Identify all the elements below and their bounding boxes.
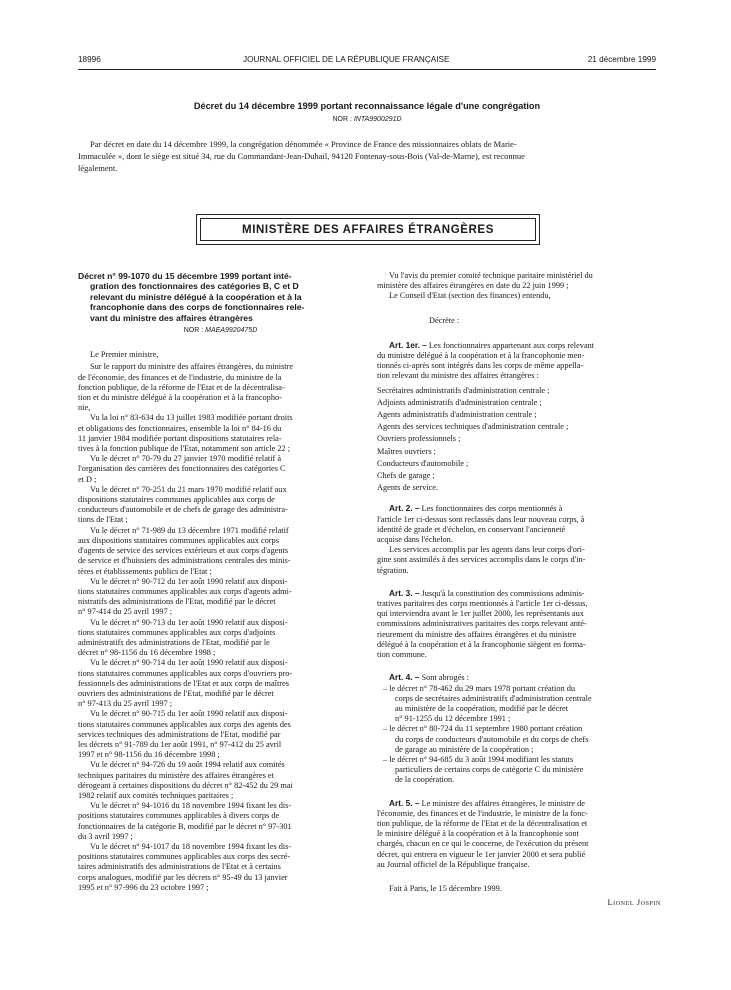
- paragraph-line: de service et d'huissiers des administrations centrales des minis-: [78, 556, 291, 566]
- paragraph-line: Sur le rapport du ministre des affaires étrangères, du ministre: [90, 362, 294, 372]
- repealed-item-line: – le décret n° 80-724 du 11 septembre 1980 portant création: [383, 724, 583, 734]
- paragraph-line: positions statutaires communes applicables à divers corps de: [78, 811, 280, 821]
- signature: Lionel Jospin: [607, 898, 661, 908]
- repealed-item-line: de garage au ministère de la coopération ;: [395, 744, 534, 754]
- paragraph-line: tions statutaires communes applicables aux corps d'adjoints: [78, 627, 276, 637]
- repealed-item-line: du corps de conducteurs d'automobile et du corps de chefs: [395, 734, 589, 744]
- paragraph-line: tions statutaires communes applicables aux corps d'agents admi-: [78, 586, 292, 596]
- running-header: [78, 55, 656, 67]
- paragraph-line: Vu le décret n° 71-989 du 13 décembre 1971 modifié relatif: [90, 525, 289, 535]
- paragraph-line: 11 janvier 1984 modifiée portant dispositions statutaires rela-: [78, 433, 282, 443]
- paragraph-line: du ministre délégué à la coopération et à la francophonie men-: [377, 351, 585, 361]
- corps-list-item: Agents de service.: [377, 483, 439, 493]
- header-rule: [78, 69, 656, 70]
- paragraph-line: Vu la loi n° 83-634 du 13 juillet 1983 modifiée portant droits: [90, 413, 293, 423]
- art3-first-line: [377, 588, 665, 599]
- journal-title: JOURNAL OFFICIEL DE LA RÉPUBLIQUE FRANÇAISE: [243, 55, 450, 64]
- page-number: 18996: [78, 55, 101, 64]
- repealed-item-line: – le décret n° 94-685 du 3 août 1994 modifiant les statuts: [383, 754, 574, 764]
- paragraph-line: tions statutaires communes applicables aux corps d'ouvriers pro-: [78, 668, 293, 678]
- ministry-box: [196, 214, 540, 245]
- art5-text: Le ministre des affaires étrangères, le ministre de: [421, 798, 585, 808]
- paragraph-line: dérogeant à certaines dispositions du décret n° 82-452 du 29 mai: [78, 780, 293, 790]
- art4-text: Sont abrogés :: [421, 673, 469, 683]
- paragraph-line: Vu le décret n° 70-79 du 27 janvier 1970 modifié relatif à: [90, 454, 282, 464]
- paragraph-line: tions de l'Etat ;: [78, 515, 128, 525]
- paragraph-line: Vu le décret n° 70-251 du 21 mars 1970 modifié relatif aux: [90, 484, 287, 494]
- done-at: Fait à Paris, le 15 décembre 1999.: [389, 883, 502, 893]
- paragraph-line: n° 97-413 du 25 avril 1997 ;: [78, 699, 173, 709]
- paragraph-line: les décrets n° 91-789 du 1er août 1991, n° 97-412 du 25 avril: [78, 739, 282, 749]
- decree1-title: Décret du 14 décembre 1999 portant reconnaissance légale d'une congrégation: [193, 101, 541, 111]
- paragraph-line: positions statutaires communes applicables aux corps des secré-: [78, 852, 291, 862]
- issue-date: 21 décembre 1999: [587, 55, 656, 64]
- repealed-item-line: corps de secrétaires administratifs d'administration centrale: [395, 693, 592, 703]
- paragraph-line: l'article 1er ci-dessus sont reclassés dans leur nouveau corps, à: [377, 514, 585, 524]
- decree2-title-line: Décret n° 99-1070 du 15 décembre 1999 portant inté-: [78, 271, 292, 281]
- paragraph-line: fonction publique, de la réforme de l'Etat et de la décentralisa-: [78, 382, 285, 392]
- paragraph-line: dispositions statutaires communes applicables aux corps de: [78, 495, 275, 505]
- paragraph-line: Vu le décret n° 90-713 du 1er août 1990 relatif aux disposi-: [90, 617, 288, 627]
- paragraph-line: acquise dans l'échelon.: [377, 535, 453, 545]
- corps-list-item: Agents administratifs d'administration centrale ;: [377, 410, 537, 420]
- paragraph-line: Vu le décret n° 90-712 du 1er août 1990 relatif aux disposi-: [90, 576, 288, 586]
- decree1-body-line: légalement.: [78, 163, 118, 173]
- paragraph-line: au Journal officiel de la République française.: [377, 859, 530, 869]
- paragraph-line: du 3 avril 1997 ;: [78, 831, 133, 841]
- art3-text: Jusqu'à la constitution des commissions adminis-: [421, 588, 585, 598]
- paragraph-line: décret n° 98-1156 du 16 décembre 1998 ;: [78, 648, 216, 658]
- repealed-item-line: – le décret n° 78-462 du 29 mars 1978 portant création du: [383, 683, 576, 693]
- paragraph-line: Vu l'avis du premier comité technique paritaire ministériel du: [389, 271, 593, 280]
- paragraph-line: Vu le décret n° 90-715 du 1er août 1990 relatif aux disposi-: [90, 709, 288, 719]
- paragraph-line: ministère des affaires étrangères en date du 22 juin 1999 ;: [377, 281, 569, 291]
- paragraph-line: Vu le décret n° 94-1017 du 18 novembre 1994 fixant les dis-: [90, 841, 292, 851]
- paragraph-line: Vu le décret n° 94-726 du 19 août 1994 relatif aux comités: [90, 760, 285, 770]
- paragraph-line: tratives paritaires des corps mentionnés à l'article 1er ci-dessus,: [377, 599, 588, 609]
- corps-list-item: Maîtres ouvriers ;: [377, 446, 436, 456]
- decree2-title-line: gration des fonctionnaires des catégories B, C et D: [90, 281, 299, 292]
- art3-label: Art. 3. –: [389, 587, 420, 598]
- repealed-item-line: au ministère de la coopération, modifié par le décret: [395, 703, 569, 713]
- corps-list-item: Secrétaires administratifs d'administration centrale ;: [377, 385, 550, 395]
- decree2-title-line: vant du ministre des affaires étrangères: [90, 312, 253, 323]
- paragraph-line: d'agents de service des services extérieurs et aux corps d'agents: [78, 546, 289, 556]
- paragraph-line: identité de grade et d'échelon, en conservant l'ancienneté: [377, 524, 566, 534]
- decree2-title-line: francophonie dans des corps de fonctionnaires rele-: [90, 302, 305, 313]
- paragraph-line: tion relevant du ministre des affaires étrangères :: [377, 371, 539, 381]
- repealed-item-line: de la coopération.: [395, 775, 455, 785]
- paragraph-line: Le Conseil d'Etat (section des finances) entendu,: [389, 291, 551, 301]
- paragraph-line: ouvriers des administrations de l'Etat, modifié par le décret: [78, 688, 274, 698]
- decree1-body: [78, 138, 656, 174]
- paragraph-line: Le Premier ministre,: [90, 350, 159, 360]
- paragraph-line: le ministre délégué à la coopération et à la francophonie sont: [377, 829, 579, 839]
- decree1-body-line: Immaculée », dont le siège est situé 34, rue du Commandant-Jean-Duhail, 94120 Fontenay-sous-Bois (Val-de-Marne), est reconnue: [78, 151, 525, 161]
- paragraph-line: administratifs des administrations de l'Etat, modifié par le: [78, 637, 270, 647]
- art1-label: Art. 1er. –: [389, 339, 427, 350]
- paragraph-line: et D ;: [78, 474, 97, 484]
- paragraph-line: qui interviendra avant le 1er juillet 2000, les représentants aux: [377, 609, 584, 619]
- paragraph-line: fessionnels des administrations de l'Etat et aux corps de maîtres: [78, 678, 289, 688]
- decree2-title-line: relevant du ministre délégué à la coopération et à la: [90, 291, 302, 302]
- paragraph-line: l'économie, des finances et de l'industrie, le ministre de la fonc-: [377, 808, 588, 818]
- paragraph-line: 1982 relatif aux comités techniques paritaires ;: [78, 790, 234, 800]
- decree2-nor: [78, 326, 363, 336]
- paragraph-line: chargés, chacun en ce qui le concerne, de l'exécution du présent: [377, 839, 589, 849]
- corps-list-item: Agents des services techniques d'administration centrale ;: [377, 422, 569, 432]
- decrete-label: Décrète :: [429, 315, 460, 325]
- corps-list-item: Chefs de garage ;: [377, 471, 435, 481]
- paragraph-line: tions statutaires communes applicables aux corps des agents des: [78, 719, 291, 729]
- paragraph-line: taires administratifs des administrations de l'Etat et à certains: [78, 862, 281, 872]
- decree2-nor-code: MAEA9920475D: [205, 327, 258, 335]
- ministry-name: MINISTÈRE DES AFFAIRES ÉTRANGÈRES: [200, 218, 536, 241]
- paragraph-line: n° 97-414 du 25 avril 1997 ;: [78, 607, 173, 617]
- art2-first-line: [377, 503, 665, 514]
- paragraph-line: et obligations des fonctionnaires, ensemble la loi n° 84-16 du: [78, 423, 282, 433]
- paragraph-line: nie,: [78, 403, 91, 413]
- decree1-nor-code: INTA9900291D: [353, 116, 402, 123]
- repealed-item-line: n° 91-1255 du 12 décembre 1991 ;: [395, 714, 511, 724]
- paragraph-line: conducteurs d'automobile et de chefs de garage des administra-: [78, 505, 288, 515]
- corps-list-item: Adjoints administratifs d'administration centrale ;: [377, 397, 542, 407]
- paragraph-line: 1995 et n° 97-996 du 23 octobre 1997 ;: [78, 882, 209, 892]
- art2-text: Les fonctionnaires des corps mentionnés à: [421, 504, 563, 514]
- paragraph-line: l'organisation des carrières des fonctionnaires des catégories C: [78, 464, 286, 474]
- corps-list-item: Ouvriers professionnels ;: [377, 434, 461, 444]
- paragraph-line: corps analogues, modifié par les décrets n° 95-49 du 13 janvier: [78, 872, 288, 882]
- art2-label: Art. 2. –: [389, 503, 420, 514]
- paragraph-line: tionnés ci-après sont intégrés dans les corps de même appella-: [377, 361, 584, 371]
- paragraph-line: techniques paritaires du ministère des affaires étrangères et: [78, 770, 274, 780]
- paragraph-line: Vu le décret n° 94-1016 du 18 novembre 1994 fixant les dis-: [90, 801, 292, 811]
- paragraph-line: tion commune.: [377, 650, 427, 660]
- decree2-nor-label: NOR :: [183, 327, 206, 335]
- paragraph-line: décret, qui entrera en vigueur le 1er janvier 2000 et sera publié: [377, 849, 586, 859]
- paragraph-line: 1997 et n° 98-1156 du 16 décembre 1998 ;: [78, 750, 220, 760]
- decree1-body-line: Par décret en date du 14 décembre 1999, la congrégation dénommée « Province de France des missionnaires oblats de Marie-: [90, 139, 517, 149]
- paragraph-line: nistratifs des administrations de l'Etat, modifié par le décret: [78, 597, 276, 607]
- left-column: [78, 271, 363, 893]
- decree1-nor: NOR : INTA9900291D: [332, 116, 402, 123]
- art4-first-line: [377, 672, 665, 683]
- art5-first-line: [377, 798, 665, 809]
- paragraph-line: fonctionnaires de la catégorie B, modifié par le décret n° 97-301: [78, 821, 292, 831]
- art4-label: Art. 4. –: [389, 672, 420, 683]
- paragraph-line: gine sont assimilés à des services accomplis dans le corps d'in-: [377, 555, 586, 565]
- repealed-item-line: particuliers de certains corps de catégorie C du ministère: [395, 765, 584, 775]
- paragraph-line: tives à la fonction publique de l'Etat, notamment son article 22 ;: [78, 444, 291, 454]
- paragraph-line: aux dispositions statutaires communes applicables aux corps: [78, 535, 279, 545]
- paragraph-line: rieurement du ministre des affaires étrangères et du ministre: [377, 629, 577, 639]
- paragraph-line: commissions administratives paritaires des corps relevant anté-: [377, 619, 587, 629]
- paragraph-line: Les services accomplis par les agents dans leur corps d'ori-: [389, 545, 585, 555]
- art1-text: Les fonctionnaires appartenant aux corps relevant: [428, 340, 595, 350]
- paragraph-line: tégration.: [377, 565, 409, 575]
- paragraph-line: services techniques des administrations de l'Etat, modifié par: [78, 729, 281, 739]
- paragraph-line: tion et du ministre délégué à la coopération et à la francopho-: [78, 393, 282, 403]
- paragraph-line: délégué à la coopération et à la francophonie siègent en forma-: [377, 639, 586, 649]
- paragraph-line: tères et établissements publics de l'Etat ;: [78, 566, 212, 576]
- paragraph-line: tion publique, de la réforme de l'Etat et de la décentralisation et: [377, 818, 588, 828]
- right-column: [377, 271, 665, 908]
- corps-list-item: Conducteurs d'automobile ;: [377, 458, 469, 468]
- paragraph-line: Vu le décret n° 90-714 du 1er août 1990 relatif aux disposi-: [90, 658, 288, 668]
- art5-label: Art. 5. –: [389, 797, 420, 808]
- art1-first-line: [377, 340, 665, 351]
- paragraph-line: de l'économie, des finances et de l'industrie, du ministre de la: [78, 372, 282, 382]
